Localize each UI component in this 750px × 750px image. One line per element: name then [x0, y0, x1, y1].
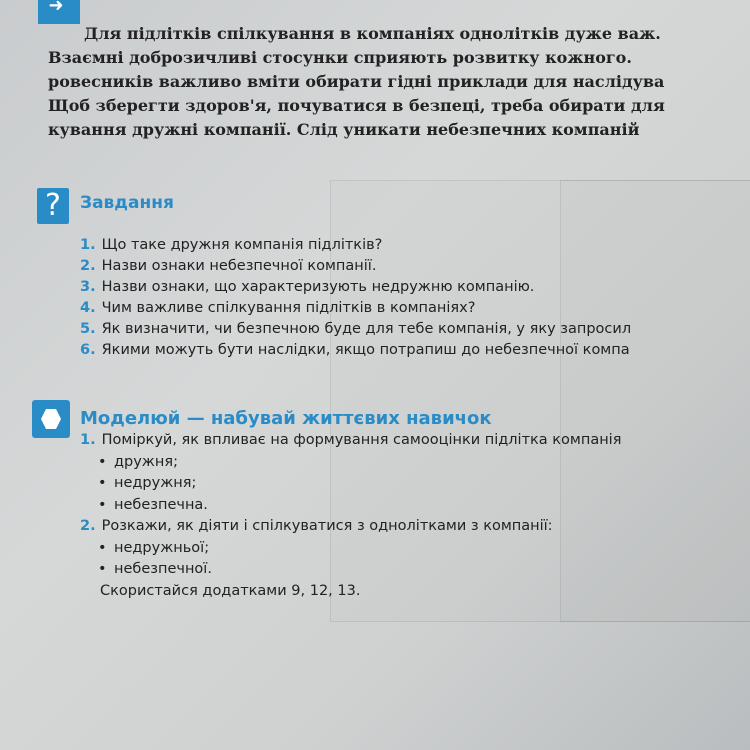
item-text: Розкажи, як діяти і спілкуватися з однолітками з компанії:: [101, 518, 553, 534]
note-text: Скористайся додатками 9, 12, 13.: [100, 582, 361, 599]
item-number: 2.: [80, 518, 96, 534]
bullet-text: недружньої;: [114, 539, 210, 556]
list-item: [80, 277, 631, 298]
model-section-title: Моделюй — набувай життєвих навичок: [80, 408, 492, 429]
bullet-text: недружня;: [114, 475, 197, 491]
list-item: [80, 430, 621, 452]
bullet-item: • небезпечної.: [98, 561, 212, 577]
item-text: Якими можуть бути наслідки, якщо потрапиш до небезпечної компа: [101, 342, 630, 358]
intro-line: ровесників важливо вміти обирати гідні приклади для наслідува: [48, 72, 665, 91]
intro-line: Для підлітків спілкування в компаніях однолітків дуже важ.: [84, 24, 661, 43]
list-item: [80, 340, 631, 361]
intro-line: Щоб зберегти здоров'я, почуватися в безпеці, треба обирати для: [48, 96, 665, 115]
bullet-item: • дружня;: [98, 453, 178, 470]
list-item: [80, 516, 621, 538]
bullet-item: • недружня;: [98, 475, 197, 491]
list-item: [80, 319, 631, 340]
item-number: 3.: [80, 279, 96, 295]
list-item: [80, 256, 631, 277]
model-list: [80, 430, 621, 602]
intro-line: Взаємні доброзичливі стосунки сприяють розвитку кожного.: [48, 48, 632, 67]
item-text: Що таке дружня компанія підлітків?: [101, 237, 383, 253]
intro-line: кування дружні компанії. Слід уникати небезпечних компаній: [48, 120, 640, 139]
tasks-section-title: Завдання: [80, 193, 174, 213]
tasks-list: [80, 235, 631, 361]
item-text: Поміркуй, як впливає на формування самооцінки підлітка компанія: [101, 432, 622, 448]
item-number: 1.: [80, 237, 96, 253]
item-number: 5.: [80, 321, 96, 337]
item-text: Назви ознаки, що характеризують недружню компанію.: [101, 279, 535, 295]
item-number: 1.: [80, 432, 96, 448]
bullet-text: небезпечної.: [114, 561, 212, 577]
list-item: [80, 235, 631, 256]
item-number: 2.: [80, 258, 96, 274]
arrow-icon: ➜: [48, 0, 64, 16]
intro-paragraph: [48, 22, 750, 142]
bullet-text: небезпечна.: [114, 496, 208, 513]
bullet-text: дружня;: [114, 453, 178, 470]
question-icon: ?: [37, 188, 69, 224]
item-text: Назви ознаки небезпечної компанії.: [101, 258, 377, 274]
bullet-item: • небезпечна.: [98, 496, 208, 513]
hexagon-icon: [40, 408, 62, 430]
bullet-item: • недружньої;: [98, 539, 210, 556]
item-number: 4.: [80, 300, 96, 316]
item-text: Як визначити, чи безпечною буде для тебе компанія, у яку запросил: [101, 321, 632, 337]
list-item: [80, 298, 631, 319]
item-number: 6.: [80, 342, 96, 358]
item-text: Чим важливе спілкування підлітків в компаніях?: [101, 300, 476, 316]
